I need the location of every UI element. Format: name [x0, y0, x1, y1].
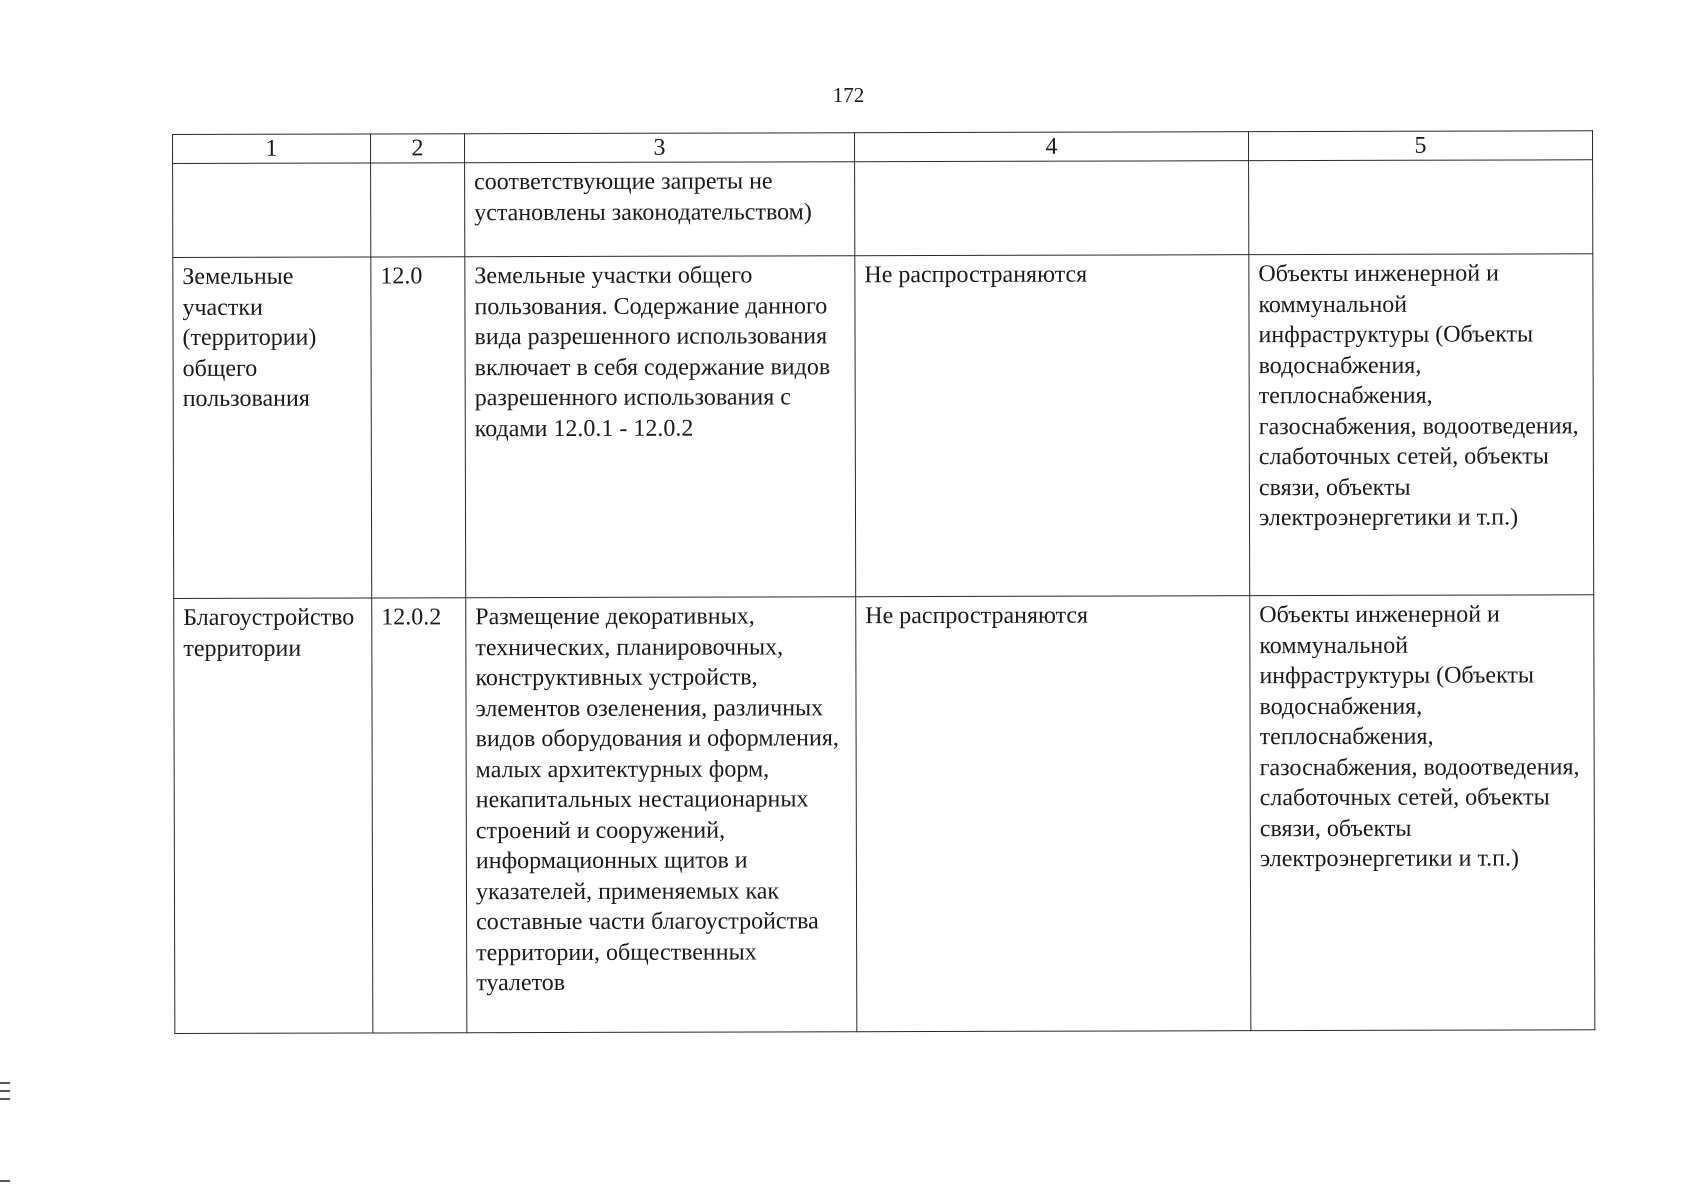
scan-artifact-mark — [0, 1180, 10, 1182]
table-cell-description: соответствующие запреты не установлены законодательством) — [465, 162, 855, 257]
column-header-3: 3 — [465, 133, 855, 163]
table-cell — [173, 163, 371, 258]
table-cell-col5: Объекты инженерной и коммунальной инфраструктуры (Объекты водоснабжения, теплоснабжения, газоснабжения, водоотведения, слаботочных сетей, объекты связи, объекты электроэнергетики и т.п.) — [1250, 595, 1595, 1031]
column-header-4: 4 — [854, 132, 1248, 162]
page-number: 172 — [832, 83, 865, 107]
table-cell — [1249, 160, 1593, 255]
table-cell-col4: Не распространяются — [856, 596, 1251, 1032]
zoning-table — [172, 130, 1595, 1034]
scan-artifact-mark — [0, 1082, 10, 1084]
table-row — [174, 595, 1595, 1034]
table-cell — [855, 161, 1249, 256]
table-cell-description: Размещение декоративных, технических, планировочных, конструктивных устройств, элементов озеленения, различных видов оборудования и оформления, малых архитектурных форм, некапитальных нестационарных строений и сооружений, информационных щитов и указателей, применяемых как составные части благоустройства территории, общественных туалетов — [466, 597, 857, 1033]
table-cell-col4: Не распространяются — [855, 255, 1250, 597]
table-cell-code: 12.0.2 — [372, 598, 467, 1033]
column-header-1: 1 — [173, 134, 371, 164]
table-cell — [371, 163, 465, 257]
table-cell-col5: Объекты инженерной и коммунальной инфраструктуры (Объекты водоснабжения, теплоснабжения, газоснабжения, водоотведения, слаботочных сетей, объекты связи, объекты электроэнергетики и т.п.) — [1249, 254, 1594, 596]
table-cell-description: Земельные участки общего пользования. Содержание данного вида разрешенного использования включает в себя содержание видов разрешенного использования с кодами 12.0.1 - 12.0.2 — [465, 256, 856, 598]
scan-artifact-mark — [0, 1090, 10, 1092]
table-cell-code: 12.0 — [371, 257, 466, 598]
table-cell-name: Благоустройство территории — [174, 598, 373, 1034]
table-header-row — [173, 131, 1593, 164]
column-header-5: 5 — [1248, 131, 1592, 161]
scan-artifact-mark — [0, 1098, 10, 1100]
table-row — [173, 254, 1594, 599]
table-cell-name: Земельные участки (территории) общего пользования — [173, 257, 372, 599]
column-header-2: 2 — [371, 134, 465, 163]
table-row-continuation — [173, 160, 1593, 258]
